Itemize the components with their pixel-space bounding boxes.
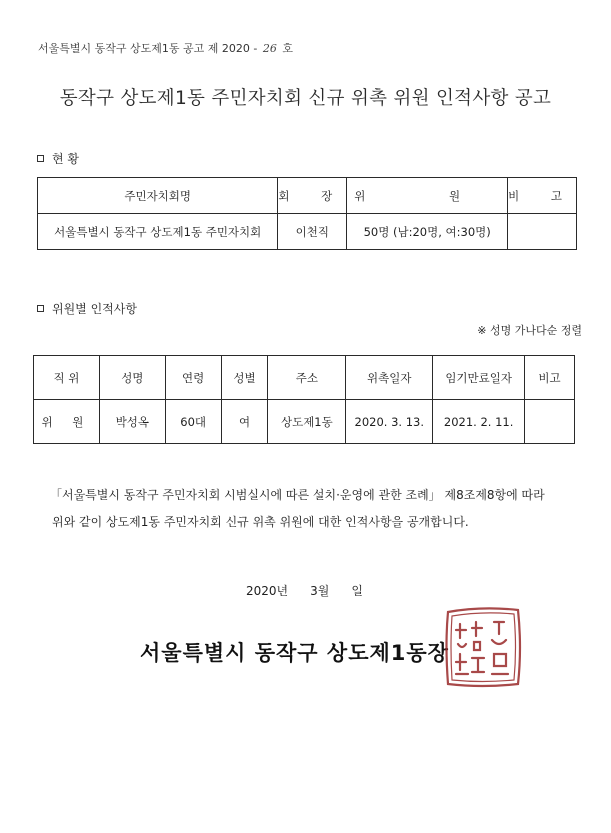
body-line: 위와 같이 상도제1동 주민자치회 신규 위촉 위원에 대한 인적사항을 공개합니다. — [52, 515, 469, 529]
issuer-name: 서울특별시 동작구 상도제1동장 — [140, 641, 449, 665]
table-cell: 60대 — [165, 400, 221, 444]
table-cell: 위 원 — [34, 400, 100, 444]
notice-number-handwritten: 26 — [262, 42, 277, 55]
section-status-label: 현 황 — [52, 152, 79, 166]
notice-number-prefix: 서울특별시 동작구 상도제1동 공고 제 2020 - — [38, 42, 258, 55]
header-cell: 비 고 — [508, 178, 577, 214]
header-cell: 회 장 — [278, 178, 347, 214]
notice-number — [38, 40, 293, 56]
table-cell: 박성옥 — [99, 400, 165, 444]
header-cell: 성별 — [221, 356, 268, 400]
official-seal-icon — [442, 604, 524, 690]
table-cell: 이천직 — [278, 214, 347, 250]
status-table — [37, 177, 577, 250]
square-bullet-icon — [37, 305, 44, 312]
member-table — [33, 355, 575, 444]
table-row — [38, 214, 577, 250]
table-row — [34, 400, 575, 444]
header-cell: 직 위 — [34, 356, 100, 400]
header-cell: 비고 — [525, 356, 575, 400]
table-header-row — [34, 356, 575, 400]
table-cell: 여 — [221, 400, 268, 444]
section-members-heading — [37, 300, 137, 317]
header-cell: 위촉일자 — [346, 356, 433, 400]
square-bullet-icon — [37, 155, 44, 162]
sort-note: ※ 성명 가나다순 정렬 — [477, 324, 582, 337]
header-cell: 위 원 — [347, 178, 508, 214]
section-status-heading — [37, 150, 79, 167]
table-cell — [525, 400, 575, 444]
date-day: 일 — [351, 584, 363, 598]
table-cell: 상도제1동 — [268, 400, 346, 444]
notice-number-suffix: 호 — [282, 42, 293, 55]
table-cell: 서울특별시 동작구 상도제1동 주민자치회 — [38, 214, 278, 250]
notice-date — [246, 582, 385, 599]
header-cell: 임기만료일자 — [433, 356, 525, 400]
table-cell: 2021. 2. 11. — [433, 400, 525, 444]
section-members-label: 위원별 인적사항 — [52, 302, 137, 316]
body-line: 「서울특별시 동작구 주민자치회 시범실시에 따른 설치·운영에 관한 조례」 제8조제8항에 따라 — [50, 488, 545, 502]
header-cell: 주소 — [268, 356, 346, 400]
table-cell — [508, 214, 577, 250]
date-year: 2020년 — [246, 584, 289, 598]
header-cell: 연령 — [165, 356, 221, 400]
header-cell: 성명 — [99, 356, 165, 400]
header-cell: 주민자치회명 — [38, 178, 278, 214]
body-paragraph — [50, 482, 545, 536]
table-header-row — [38, 178, 577, 214]
document-title: 동작구 상도제1동 주민자치회 신규 위촉 위원 인적사항 공고 — [59, 88, 552, 109]
date-month: 3월 — [310, 584, 330, 598]
table-cell: 50명 (남:20명, 여:30명) — [347, 214, 508, 250]
table-cell: 2020. 3. 13. — [346, 400, 433, 444]
